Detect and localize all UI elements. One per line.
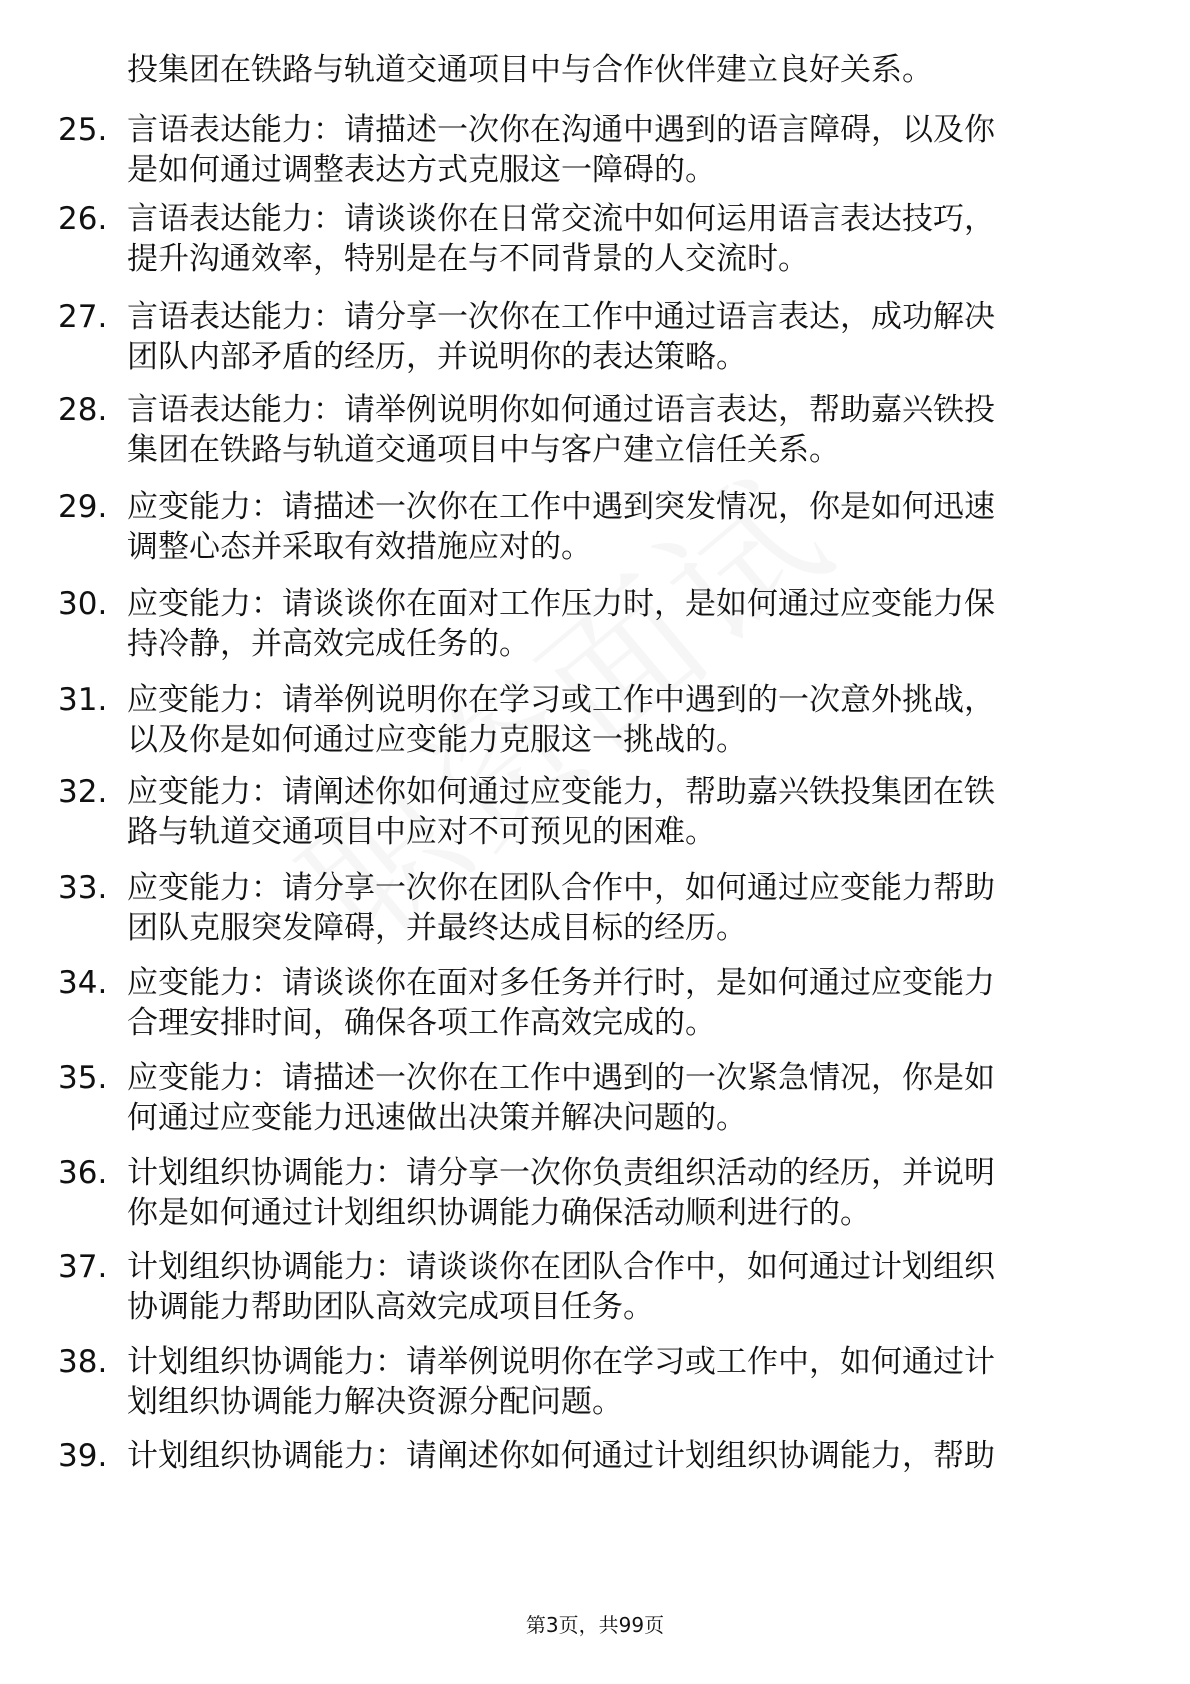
- question-text: [127, 487, 1117, 567]
- question-line: 应变能力：请谈谈你在面对工作压力时，是如何通过应变能力保: [127, 586, 995, 622]
- question-number: 37.: [58, 1249, 108, 1285]
- question-text: [127, 680, 1117, 760]
- question-text: [127, 868, 1117, 948]
- question-item-28: [0, 390, 1190, 472]
- question-line: 提升沟通效率，特别是在与不同背景的人交流时。: [127, 241, 809, 277]
- question-text: [127, 390, 1117, 470]
- question-number: 36.: [58, 1155, 108, 1191]
- question-number: 27.: [58, 299, 108, 335]
- question-number: 32.: [58, 774, 108, 810]
- question-item-36: [0, 1153, 1190, 1235]
- question-item-31: [0, 680, 1190, 762]
- question-line: 言语表达能力：请描述一次你在沟通中遇到的语言障碍，以及你: [127, 112, 995, 148]
- question-line: 言语表达能力：请谈谈你在日常交流中如何运用语言表达技巧，: [127, 201, 995, 237]
- question-line: 合理安排时间，确保各项工作高效完成的。: [127, 1005, 716, 1041]
- question-line: 协调能力帮助团队高效完成项目任务。: [127, 1289, 654, 1325]
- page-footer: 第3页，共99页: [525, 1613, 665, 1637]
- question-item-27: [0, 297, 1190, 379]
- question-number: 30.: [58, 586, 108, 622]
- question-line: 言语表达能力：请举例说明你如何通过语言表达，帮助嘉兴铁投: [127, 392, 995, 428]
- question-text: [127, 963, 1117, 1043]
- question-line: 计划组织协调能力：请谈谈你在团队合作中，如何通过计划组织: [127, 1249, 995, 1285]
- question-number: 25.: [58, 112, 108, 148]
- question-text: [127, 1058, 1117, 1138]
- question-line: 团队克服突发障碍，并最终达成目标的经历。: [127, 910, 747, 946]
- question-number: 39.: [58, 1438, 108, 1474]
- question-item-39: [0, 1436, 1190, 1477]
- question-text: [127, 297, 1117, 377]
- question-item-34: [0, 963, 1190, 1045]
- question-item-25: [0, 110, 1190, 192]
- question-line: 以及你是如何通过应变能力克服这一挑战的。: [127, 722, 747, 758]
- question-number: 31.: [58, 682, 108, 718]
- question-text: [127, 1436, 1117, 1476]
- question-line: 应变能力：请描述一次你在工作中遇到突发情况，你是如何迅速: [127, 489, 995, 525]
- question-line: 应变能力：请谈谈你在面对多任务并行时，是如何通过应变能力: [127, 965, 995, 1001]
- question-line: 应变能力：请分享一次你在团队合作中，如何通过应变能力帮助: [127, 870, 995, 906]
- question-text: [127, 584, 1117, 664]
- question-line: 应变能力：请描述一次你在工作中遇到的一次紧急情况，你是如: [127, 1060, 995, 1096]
- question-line: 计划组织协调能力：请分享一次你负责组织活动的经历，并说明: [127, 1155, 995, 1191]
- question-number: 28.: [58, 392, 108, 428]
- question-line: 计划组织协调能力：请举例说明你在学习或工作中，如何通过计: [127, 1344, 995, 1380]
- question-text: [127, 1153, 1117, 1233]
- question-line: 你是如何通过计划组织协调能力确保活动顺利进行的。: [127, 1195, 871, 1231]
- question-line: 应变能力：请阐述你如何通过应变能力，帮助嘉兴铁投集团在铁: [127, 774, 995, 810]
- question-number: 33.: [58, 870, 108, 906]
- question-item-37: [0, 1247, 1190, 1329]
- question-text: [127, 1247, 1117, 1327]
- question-line: 言语表达能力：请分享一次你在工作中通过语言表达，成功解决: [127, 299, 995, 335]
- question-line: 计划组织协调能力：请阐述你如何通过计划组织协调能力，帮助: [127, 1438, 995, 1474]
- question-item-26: [0, 199, 1190, 281]
- question-number: 26.: [58, 201, 108, 237]
- continuation-text: 投集团在铁路与轨道交通项目中与合作伙伴建立良好关系。: [127, 52, 933, 88]
- question-line: 团队内部矛盾的经历，并说明你的表达策略。: [127, 339, 747, 375]
- question-line: 是如何通过调整表达方式克服这一障碍的。: [127, 152, 716, 188]
- question-item-35: [0, 1058, 1190, 1140]
- question-line: 集团在铁路与轨道交通项目中与客户建立信任关系。: [127, 432, 840, 468]
- question-line: 路与轨道交通项目中应对不可预见的困难。: [127, 814, 716, 850]
- question-item-29: [0, 487, 1190, 569]
- question-item-38: [0, 1342, 1190, 1424]
- question-number: 34.: [58, 965, 108, 1001]
- question-text: [127, 772, 1117, 852]
- question-number: 35.: [58, 1060, 108, 1096]
- question-item-30: [0, 584, 1190, 666]
- question-item-32: [0, 772, 1190, 854]
- question-item-33: [0, 868, 1190, 950]
- question-line: 应变能力：请举例说明你在学习或工作中遇到的一次意外挑战，: [127, 682, 995, 718]
- question-line: 何通过应变能力迅速做出决策并解决问题的。: [127, 1100, 747, 1136]
- question-number: 29.: [58, 489, 108, 525]
- question-text: [127, 199, 1117, 279]
- question-text: [127, 110, 1117, 190]
- question-line: 划组织协调能力解决资源分配问题。: [127, 1384, 623, 1420]
- question-line: 调整心态并采取有效措施应对的。: [127, 529, 592, 565]
- question-line: 持冷静，并高效完成任务的。: [127, 626, 530, 662]
- question-number: 38.: [58, 1344, 108, 1380]
- question-text: [127, 1342, 1117, 1422]
